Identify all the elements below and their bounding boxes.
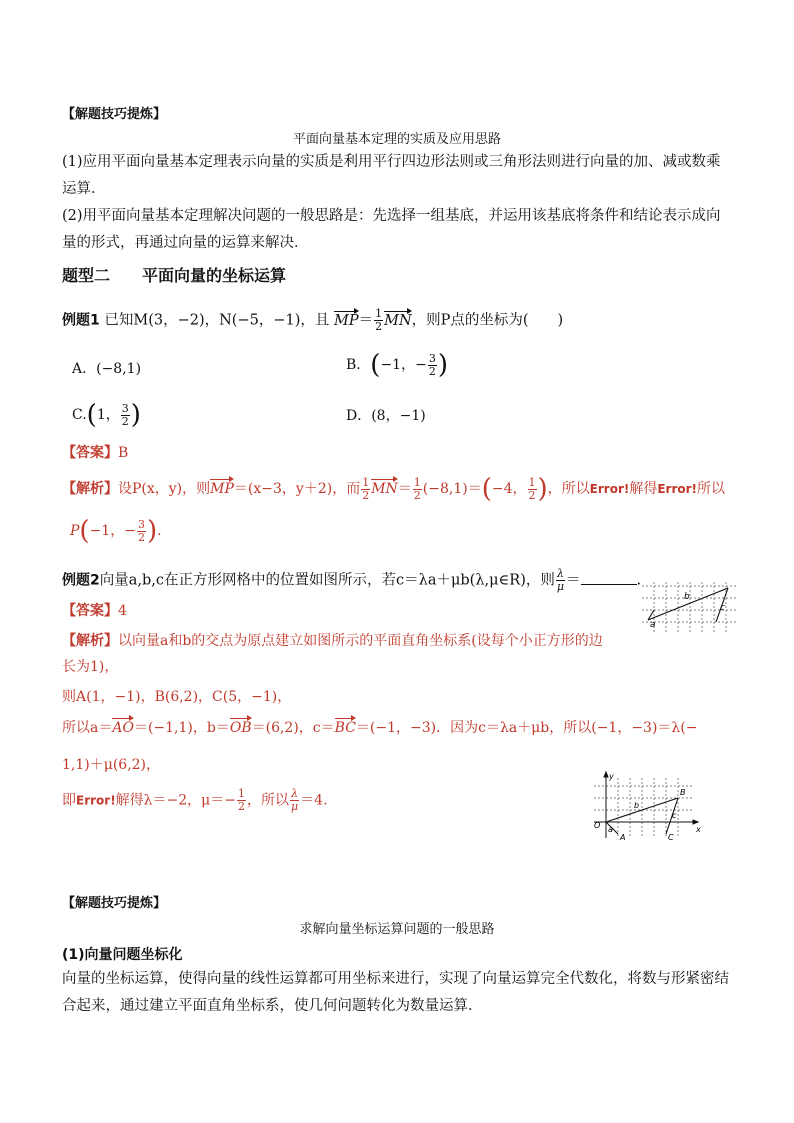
label-B: B	[680, 788, 686, 797]
example2-stem: 例题2向量a,b,c在正方形网格中的位置如图所示，若c＝λa＋μb(λ,μ∈R)，则 $\frac{\lambda}{\mu}$ ＝ .	[62, 567, 642, 593]
option-d: D．(8，−1)	[346, 408, 426, 424]
equals: ＝	[358, 312, 374, 329]
label-C: C	[668, 833, 674, 842]
example1-answer: 【答案】B	[62, 445, 129, 461]
example1-label: 例题1	[62, 312, 100, 329]
option-b: B．(−1，− $\frac{3}{2}$ )	[346, 350, 448, 380]
example2-analysis-line4: 所以a＝AO＝(−1,1)，b＝OB＝(6,2)，c＝BC＝(−1，−3)．因为c＝λa＋μb，所以(−1，−3)＝λ(−	[62, 716, 698, 737]
example2-analysis-line2: 长为1)，	[62, 659, 119, 675]
example1-text: 已知M(3，−2)，N(−5，−1)，且	[104, 312, 330, 329]
example2-analysis-line3: 则A(1，−1)，B(6,2)，C(5，−1)，	[62, 689, 292, 705]
subheading: (1)向量问题坐标化	[62, 947, 183, 963]
heading-type-two: 题型二 平面向量的坐标运算	[62, 266, 287, 285]
label-b: b	[684, 592, 690, 602]
label-A: A	[620, 833, 626, 842]
option-a: A．(−8,1)	[72, 361, 142, 377]
label-x: x	[696, 825, 701, 834]
paragraph: (2)用平面向量基本定理解决问题的一般思路是：先选择一组基底，并运用该基底将条件和结论表示成向量的形式，再通过向量的运算来解决．	[62, 208, 721, 251]
label-b: b	[634, 801, 640, 810]
option-c: C.(1， $\frac{3}{2}$ )	[72, 400, 141, 430]
paragraph: 向量的坐标运算，使得向量的线性运算都可用坐标来进行，实现了向量运算完全代数化，将数与形紧密结合起来，通过建立平面直角坐标系，使几何问题转化为数量运算．	[62, 971, 729, 1014]
section-tag: 【解题技巧提炼】	[62, 107, 167, 122]
label-o: O	[594, 821, 601, 830]
answer-blank[interactable]	[581, 584, 637, 585]
grid-figure-2	[590, 770, 702, 842]
label-a: a	[650, 620, 656, 630]
vector-mn: MN	[384, 309, 412, 329]
vector-mp: MP	[334, 309, 359, 329]
label-c: c	[672, 811, 677, 820]
section-tag: 【解题技巧提炼】	[62, 896, 167, 911]
label-y: y	[609, 772, 614, 781]
example2-analysis-line5: 1,1)＋μ(6,2)，	[62, 757, 161, 773]
fraction-half: $\frac{1}{2}$	[375, 307, 383, 333]
example2-answer: 【答案】4	[62, 603, 127, 619]
paragraph: (1)应用平面向量基本定理表示向量的实质是利用平行四边形法则或三角形法则进行向量的加、减或数乘运算．	[62, 154, 721, 197]
example1-analysis-line2: P(−1，− $\frac{3}{2}$ ).	[70, 516, 162, 546]
label-a: a	[608, 825, 613, 834]
example2-analysis-line6: 即Error!解得λ＝−2，μ＝− $\frac{1}{2}$ ，所以 $\frac{\lambda}{\mu}$ ＝4.	[62, 787, 328, 813]
example2-analysis-line1: 【解析】以向量a和b的交点为原点建立如图所示的平面直角坐标系(设每个小正方形的边	[62, 633, 603, 649]
example1-text: ，则P点的坐标为( )	[411, 312, 564, 329]
section-title: 平面向量基本定理的实质及应用思路	[292, 132, 501, 147]
label-c: c	[720, 603, 725, 613]
section-title: 求解向量坐标运算问题的一般思路	[299, 922, 495, 937]
grid-figure-1	[640, 580, 740, 634]
example1-stem	[62, 308, 563, 333]
example1-analysis-line1: 【解析】设P(x，y)，则MP＝(x−3，y＋2)，而 $\frac{1}{2}$ MN＝ $\frac{1}{2}$ (−8,1)＝(−4， $\frac{1}{2}$ )，所以Error!解得Error!所以	[62, 474, 726, 504]
